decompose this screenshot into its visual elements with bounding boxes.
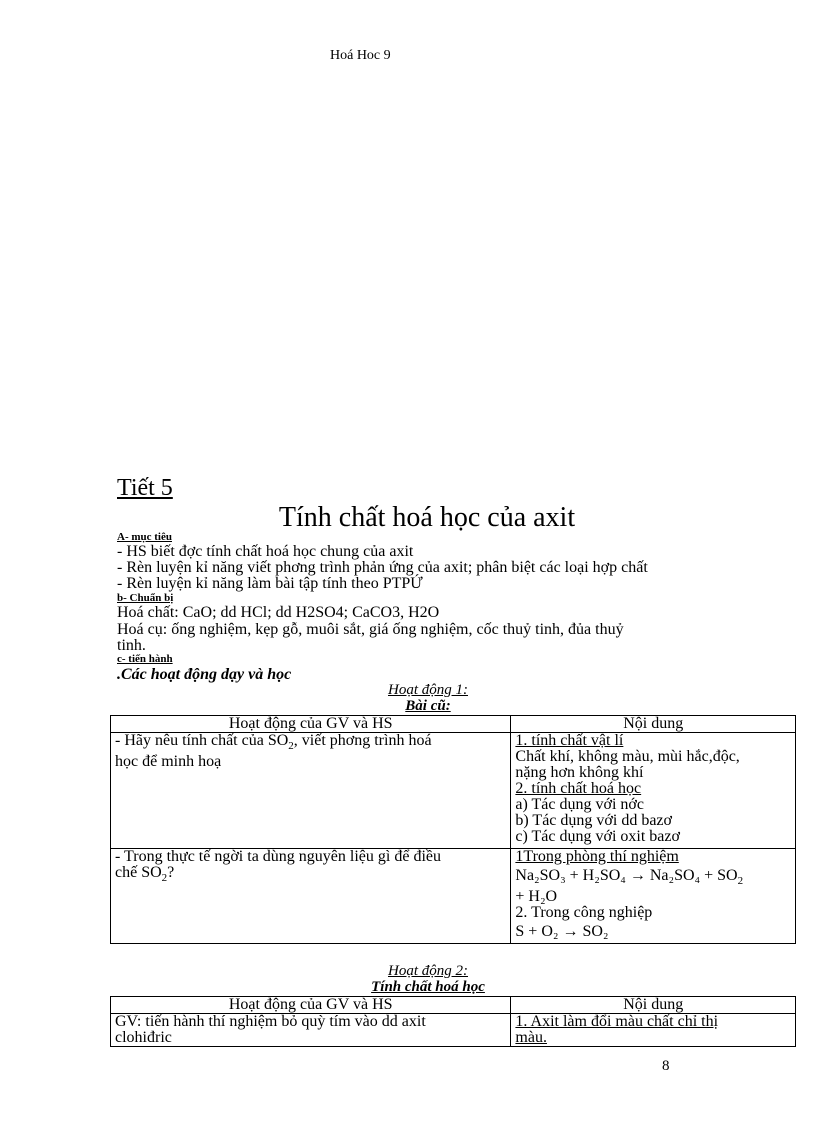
activity-2-left-line-2: clohiđric xyxy=(115,1029,172,1046)
page-header: Hoá Hoc 9 xyxy=(330,48,391,63)
column-header-activities: Hoạt động của GV và HS xyxy=(111,997,511,1014)
answer-1-cell xyxy=(511,733,796,849)
activity-2-label: Hoạt động 2: xyxy=(388,963,468,979)
activity-2-right-cell xyxy=(511,1014,796,1047)
activity-1-label: Hoạt động 1: xyxy=(388,682,468,698)
answer-1-item-b: b) Tác dụng với dd bazơ xyxy=(515,812,672,829)
column-header-content: Nội dung xyxy=(511,716,796,733)
section-b-heading: b- Chuẩn bị xyxy=(117,592,174,604)
lab-equation-continued: + H₂O xyxy=(515,888,558,906)
section-c-heading: c- tiến hành xyxy=(117,653,173,665)
activity-2-right-line-1: 1. Axit làm đổi màu chất chỉ thị xyxy=(515,1013,719,1030)
question-1-text-b: , viết phơng trình hoá xyxy=(293,732,432,749)
page-number: 8 xyxy=(662,1058,670,1074)
activity-2-left-line-1: GV: tiến hành thí nghiệm bỏ quỳ tím vào dd axit xyxy=(115,1013,426,1030)
answer-1-physical-heading: 1. tính chất vật lí xyxy=(515,732,624,749)
table-row xyxy=(111,1014,796,1047)
question-1-subscript: 2 xyxy=(288,740,294,753)
table-row xyxy=(111,733,796,849)
activity-1-subtitle: Bài cũ: xyxy=(405,698,451,714)
tools-line-1: Hoá cụ: ống nghiệm, kẹp gỗ, muôi sắt, giá ống nghiệm, cốc thuỷ tinh, đủa thuỷ xyxy=(117,621,624,638)
answer-1-physical-line-2: nặng hơn không khí xyxy=(515,764,644,781)
answer-2-cell xyxy=(511,849,796,944)
objective-2: - Rèn luyện kỉ năng viết phơng trình phản ứng của axit; phân biệt các loại hợp chất xyxy=(117,559,648,576)
answer-2-lab-heading: 1Trong phòng thí nghiệm xyxy=(515,848,679,865)
question-2-cell xyxy=(111,849,511,944)
lesson-title: Tính chất hoá học của axit xyxy=(278,502,576,533)
question-2-text-a: chế SO xyxy=(115,864,162,881)
question-2-line-1: - Trong thực tế ngời ta dùng nguyên liệu gì để điều xyxy=(115,848,441,865)
objective-3: - Rèn luyện kỉ năng làm bài tập tính theo PTPỨ xyxy=(117,575,423,592)
column-header-activities: Hoạt động của GV và HS xyxy=(111,716,511,733)
answer-1-item-a: a) Tác dụng với nớc xyxy=(515,796,644,813)
activity-2-right-line-2: màu. xyxy=(515,1029,547,1046)
question-1-line-2: học để minh hoạ xyxy=(115,753,222,771)
lab-equation: Na₂SO₃ + H₂SO₄ → Na₂SO₄ + SO xyxy=(515,867,738,884)
activity-2-table xyxy=(110,996,796,1047)
question-1-cell xyxy=(111,733,511,849)
question-2-text-b: ? xyxy=(167,864,175,881)
question-1-text-a: - Hãy nêu tính chất của SO xyxy=(115,732,289,749)
objective-1: - HS biết đợc tính chất hoá học chung của axit xyxy=(117,543,414,560)
activity-1-table xyxy=(110,715,796,944)
question-2-subscript: 2 xyxy=(161,872,168,885)
answer-1-physical-line-1: Chất khí, không màu, mùi hắc,độc, xyxy=(515,748,740,765)
chemicals-line: Hoá chất: CaO; dd HCl; dd H2SO4; CaCO3, H2O xyxy=(117,604,440,621)
table-row xyxy=(111,849,796,944)
answer-1-item-c: c) Tác dụng với oxit bazơ xyxy=(515,828,680,845)
answer-1-chemical-heading: 2. tính chất hoá học xyxy=(515,780,642,797)
column-header-content: Nội dung xyxy=(511,997,796,1014)
activity-2-subtitle: Tính chất hoá học xyxy=(371,979,485,995)
activities-title: .Các hoạt động dạy và học xyxy=(117,666,292,683)
lab-equation-subscript: 2 xyxy=(737,875,744,888)
tools-line-2: tinh. xyxy=(117,637,146,654)
industry-equation: S + O₂ → SO₂ xyxy=(515,923,609,941)
activity-2-left-cell xyxy=(111,1014,511,1047)
table-header-row xyxy=(111,716,796,733)
section-a-heading: A- mục tiêu xyxy=(117,531,172,543)
lesson-number: Tiết 5 xyxy=(117,475,173,501)
table-header-row xyxy=(111,997,796,1014)
answer-2-industry-heading: 2. Trong công nghiệp xyxy=(515,904,653,922)
